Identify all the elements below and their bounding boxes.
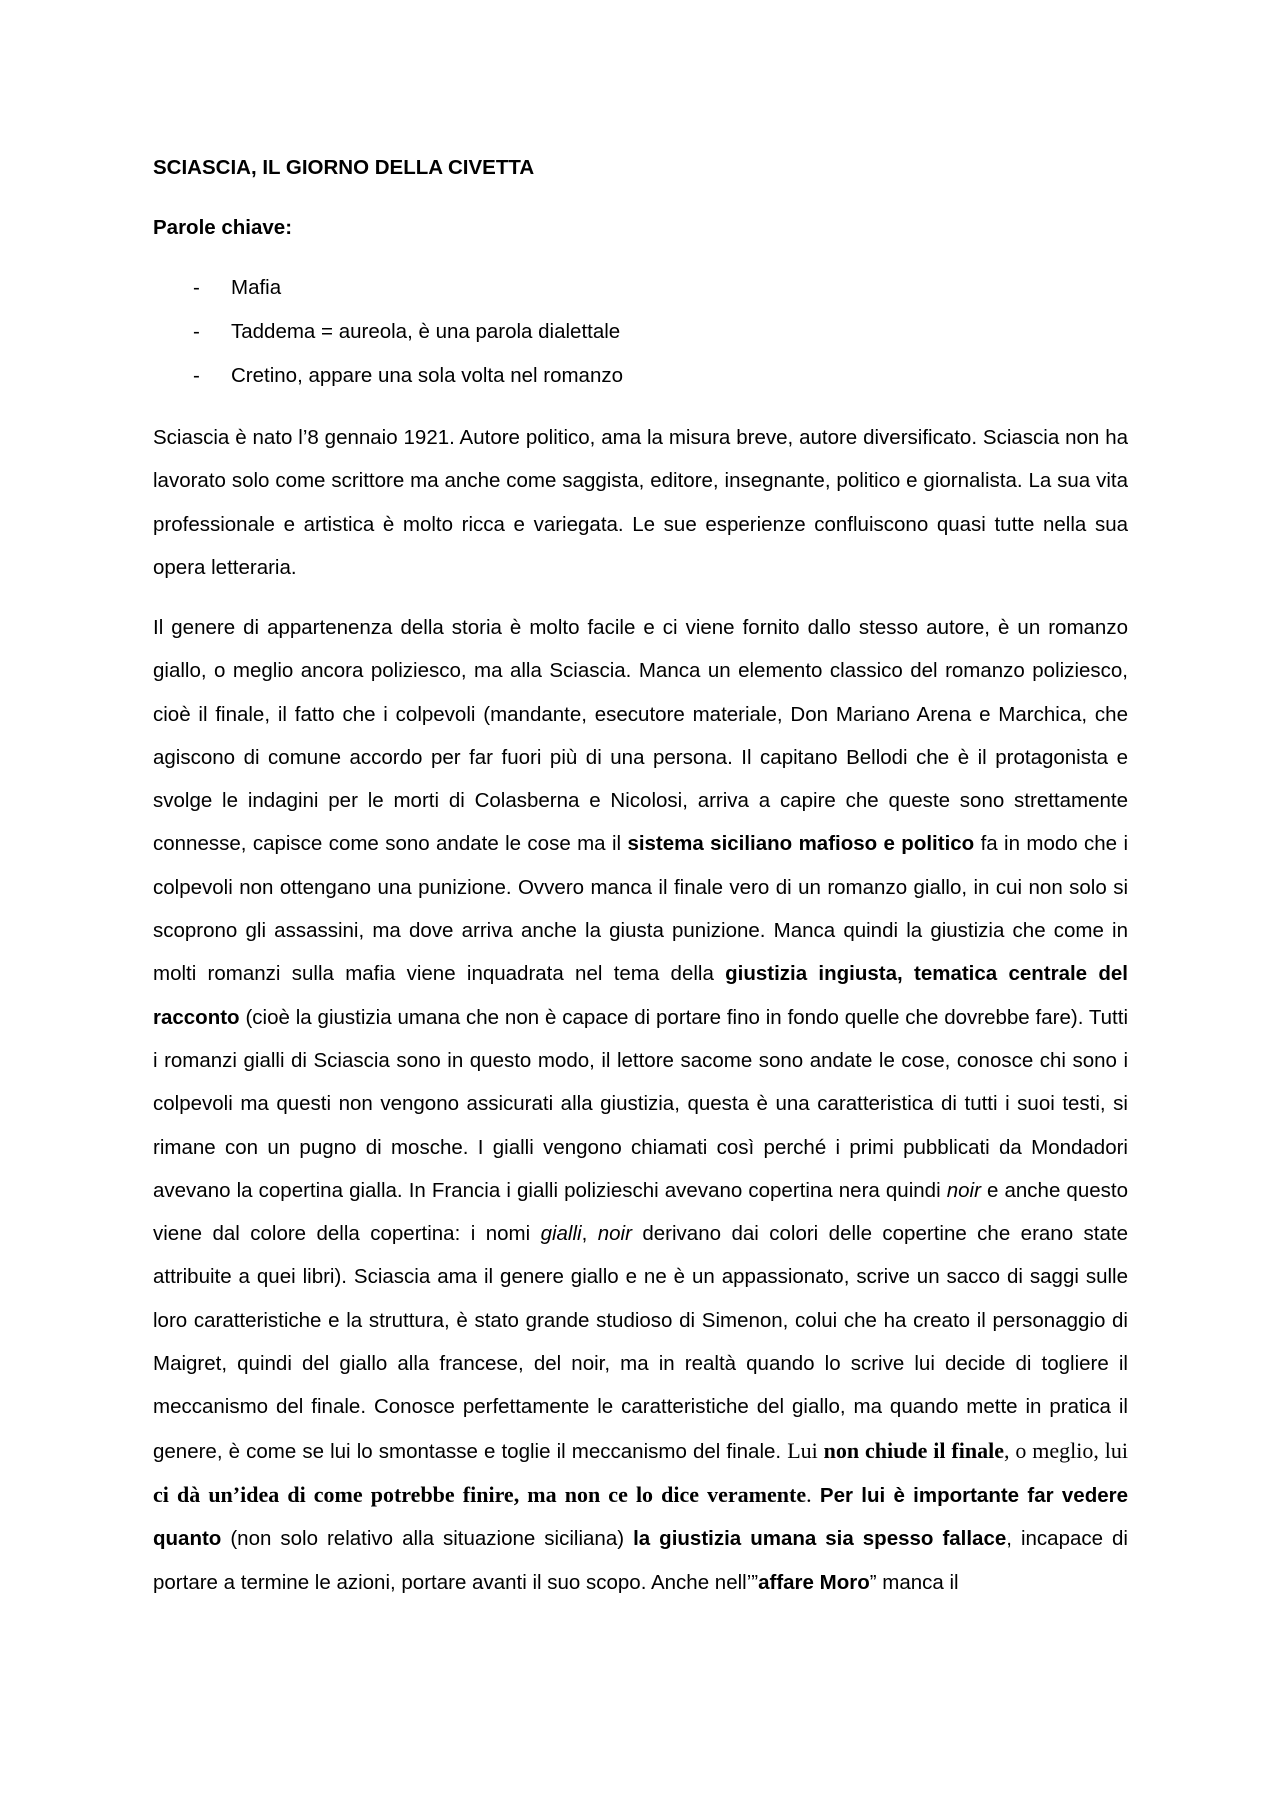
- text-run: Il genere di appartenenza della storia è molto facile e ci viene fornito dallo stesso autore, è un romanzo giallo, o meglio ancora poliziesco, ma alla Sciascia. Manca un elemento classico del romanzo poliziesco, cioè il finale, il fatto che i colpevoli (mandante, esecutore materiale, Don Mariano Arena e Marchica, che agiscono di comune accordo per far fuori più di una persona. Il capitano Bellodi che è il protagonista e svolge le indagini per le morti di Colasberna e Nicolosi, arriva a capire che queste sono strettamente connesse, capisce come sono andate le cose ma il: [153, 616, 1128, 856]
- bold-text: giustizia ingiusta, tematica centrale del racconto: [153, 962, 1128, 1029]
- italic-text: noir: [946, 1178, 981, 1202]
- paragraph-genre: [153, 606, 1128, 1604]
- list-item: [153, 359, 1128, 403]
- serif-text: , o meglio, lui: [1003, 1437, 1129, 1463]
- text-run: fa in modo che i colpevoli non ottengano una punizione. Ovvero manca il finale vero di un romanzo giallo, in cui non solo si scoprono gli assassini, ma dove arriva anche la giusta punizione. Manca quindi la giustizia che come in molti romanzi sulla mafia viene inquadrata nel tema della: [153, 832, 1129, 986]
- bold-text: la giustizia umana sia spesso fallace: [633, 1527, 1007, 1551]
- list-bullet: -: [193, 364, 200, 387]
- list-item: [153, 315, 1128, 359]
- keyword-text: Mafia: [231, 276, 282, 299]
- italic-text: gialli: [540, 1222, 582, 1246]
- bold-text: affare Moro: [758, 1570, 870, 1594]
- document-title: SCIASCIA, IL GIORNO DELLA CIVETTA: [153, 156, 535, 179]
- bold-serif-text: non chiude il finale: [823, 1437, 1004, 1463]
- italic-text: noir: [597, 1222, 632, 1246]
- text-run: ” manca il: [869, 1570, 959, 1594]
- text-run: derivano dai colori delle copertine che erano state attribuite a quei libri). Sciascia ama il genere giallo e ne è un appassionato, scrive un sacco di saggi sulle loro caratteristiche e la struttura, è stato grande studioso di Simenon, colui che ha creato il personaggio di Maigret, quindi del giallo alla francese, del noir, ma in realtà quando lo scrive lui decide di togliere il meccanismo del finale. Conosce perfettamente le caratteristiche del giallo, ma quando mette in pratica il genere, è come se lui lo smontasse e toglie il meccanismo del finale.: [153, 1222, 1128, 1463]
- keywords-heading: Parole chiave:: [153, 216, 293, 239]
- text-run: e anche questo viene dal colore della copertina: i nomi: [153, 1178, 1128, 1246]
- serif-text: Lui: [787, 1437, 824, 1463]
- text-run: ,: [581, 1222, 598, 1246]
- bold-text: Per lui è importante far vedere quanto: [153, 1483, 1128, 1551]
- list-item: [153, 271, 1128, 315]
- paragraph-biography: Sciascia è nato l’8 gennaio 1921. Autore politico, ama la misura breve, autore diversificato. Sciascia non ha lavorato solo come scrittore ma anche come saggista, editore, insegnante, politico e giornalista. La sua vita professionale e artistica è molto ricca e variegata. Le sue esperienze confluiscono quasi tutte nella sua opera letteraria.: [153, 426, 1128, 579]
- text-run: (non solo relativo alla situazione siciliana): [221, 1527, 634, 1551]
- list-bullet: -: [193, 276, 200, 299]
- serif-text: .: [806, 1481, 812, 1507]
- keywords-list: [153, 271, 1128, 403]
- bold-serif-text: ci dà un’idea di come potrebbe finire, ma non ce lo dice veramente: [153, 1481, 807, 1507]
- keyword-text: Cretino, appare una sola volta nel romanzo: [231, 364, 624, 387]
- list-bullet: -: [193, 320, 200, 343]
- keyword-text: Taddema = aureola, è una parola dialettale: [231, 320, 621, 343]
- text-run: , incapace di portare a termine le azioni, portare avanti il suo scopo. Anche nell’”: [153, 1527, 1128, 1594]
- text-run: (cioè la giustizia umana che non è capace di portare fino in fondo quelle che dovrebbe fare). Tutti i romanzi gialli di Sciascia sono in questo modo, il lettore sacome sono andate le cose, conosce chi sono i colpevoli ma questi non vengono assicurati alla giustizia, questa è una caratteristica di tutti i suoi testi, si rimane con un pugno di mosche. I gialli vengono chiamati così perché i primi pubblicati da Mondadori avevano la copertina gialla. In Francia i gialli polizieschi avevano copertina nera quindi: [153, 1005, 1128, 1202]
- bold-text: sistema siciliano mafioso e politico: [627, 832, 975, 856]
